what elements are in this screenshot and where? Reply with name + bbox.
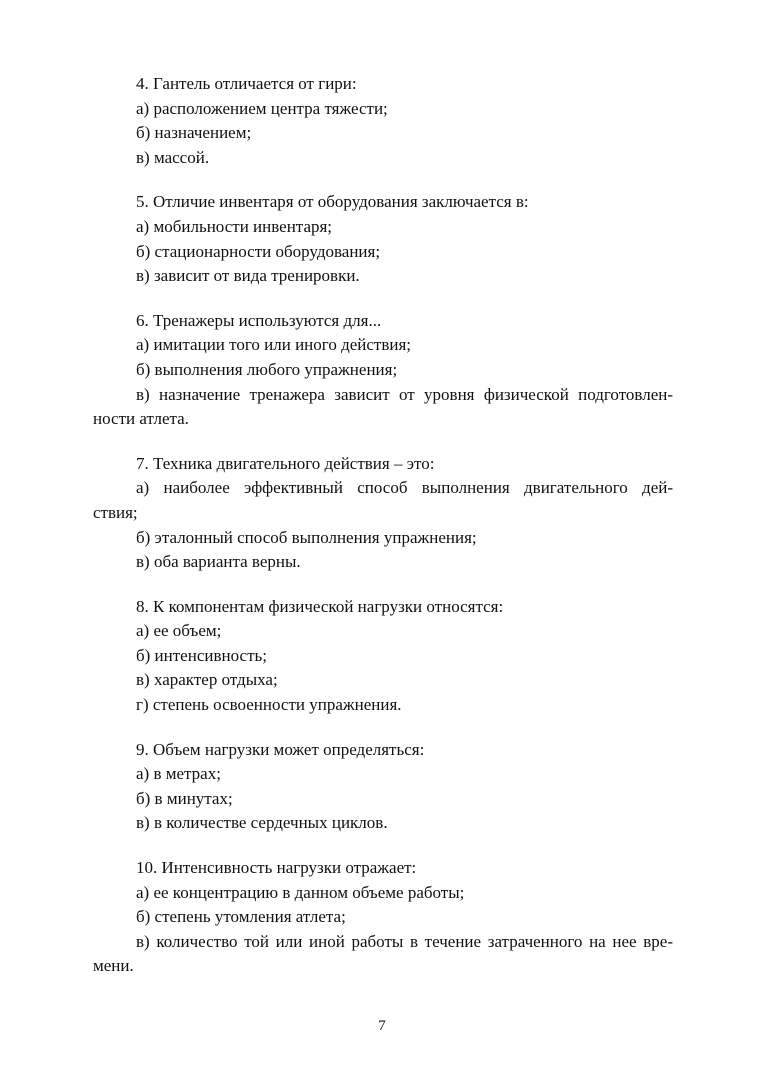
answer-option: а) в метрах; — [136, 764, 221, 784]
question-6 — [93, 309, 673, 432]
answer-option: а) ее концентрацию в данном объеме работы; — [136, 882, 465, 902]
answer-option: б) выполнения любого упражнения; — [136, 359, 398, 379]
answer-option: г) степень освоенности упражнения. — [136, 695, 402, 715]
question-4 — [93, 72, 673, 170]
question-title: 7. Техника двигательного действия – это: — [136, 453, 435, 473]
answer-option: в) характер отдыха; — [136, 670, 278, 690]
question-title: 10. Интенсивность нагрузки отражает: — [136, 858, 417, 878]
question-8 — [93, 595, 673, 718]
question-title: 9. Объем нагрузки может определяться: — [136, 739, 425, 759]
answer-option: б) в минутах; — [136, 788, 233, 808]
question-10 — [93, 856, 673, 979]
question-title: 6. Тренажеры используются для... — [136, 310, 382, 330]
answer-option: а) наиболее эффективный способ выполнения двигательного дей- — [136, 478, 673, 498]
page-number: 7 — [378, 1018, 386, 1034]
answer-option: б) интенсивность; — [136, 645, 267, 665]
answer-option: а) мобильности инвентаря; — [136, 216, 333, 236]
answer-option: б) назначением; — [136, 123, 252, 143]
answer-option: б) стационарности оборудования; — [136, 241, 381, 261]
question-title: 8. К компонентам физической нагрузки относятся: — [136, 596, 504, 616]
answer-option-continuation: ности атлета. — [93, 409, 189, 429]
question-title: 5. Отличие инвентаря от оборудования заключается в: — [136, 192, 529, 212]
answer-option-continuation: мени. — [93, 956, 134, 976]
answer-option: в) массой. — [136, 147, 210, 167]
answer-option: а) имитации того или иного действия; — [136, 335, 411, 355]
page-content — [93, 72, 673, 999]
answer-option: б) степень утомления атлета; — [136, 907, 346, 927]
question-title: 4. Гантель отличается от гири: — [136, 74, 357, 93]
answer-option: в) оба варианта верны. — [136, 552, 301, 572]
question-7 — [93, 452, 673, 575]
answer-option: в) назначение тренажера зависит от уровня физической подготовлен- — [136, 384, 673, 404]
answer-option: а) расположением центра тяжести; — [136, 98, 388, 118]
answer-option: б) эталонный способ выполнения упражнения; — [136, 527, 477, 547]
answer-option: в) количество той или иной работы в течение затраченного на нее вре- — [136, 931, 673, 951]
answer-option: в) в количестве сердечных циклов. — [136, 813, 388, 833]
answer-option-continuation: ствия; — [93, 502, 138, 522]
question-9 — [93, 738, 673, 836]
answer-option: в) зависит от вида тренировки. — [136, 266, 360, 286]
answer-option: а) ее объем; — [136, 621, 222, 641]
question-5 — [93, 190, 673, 288]
